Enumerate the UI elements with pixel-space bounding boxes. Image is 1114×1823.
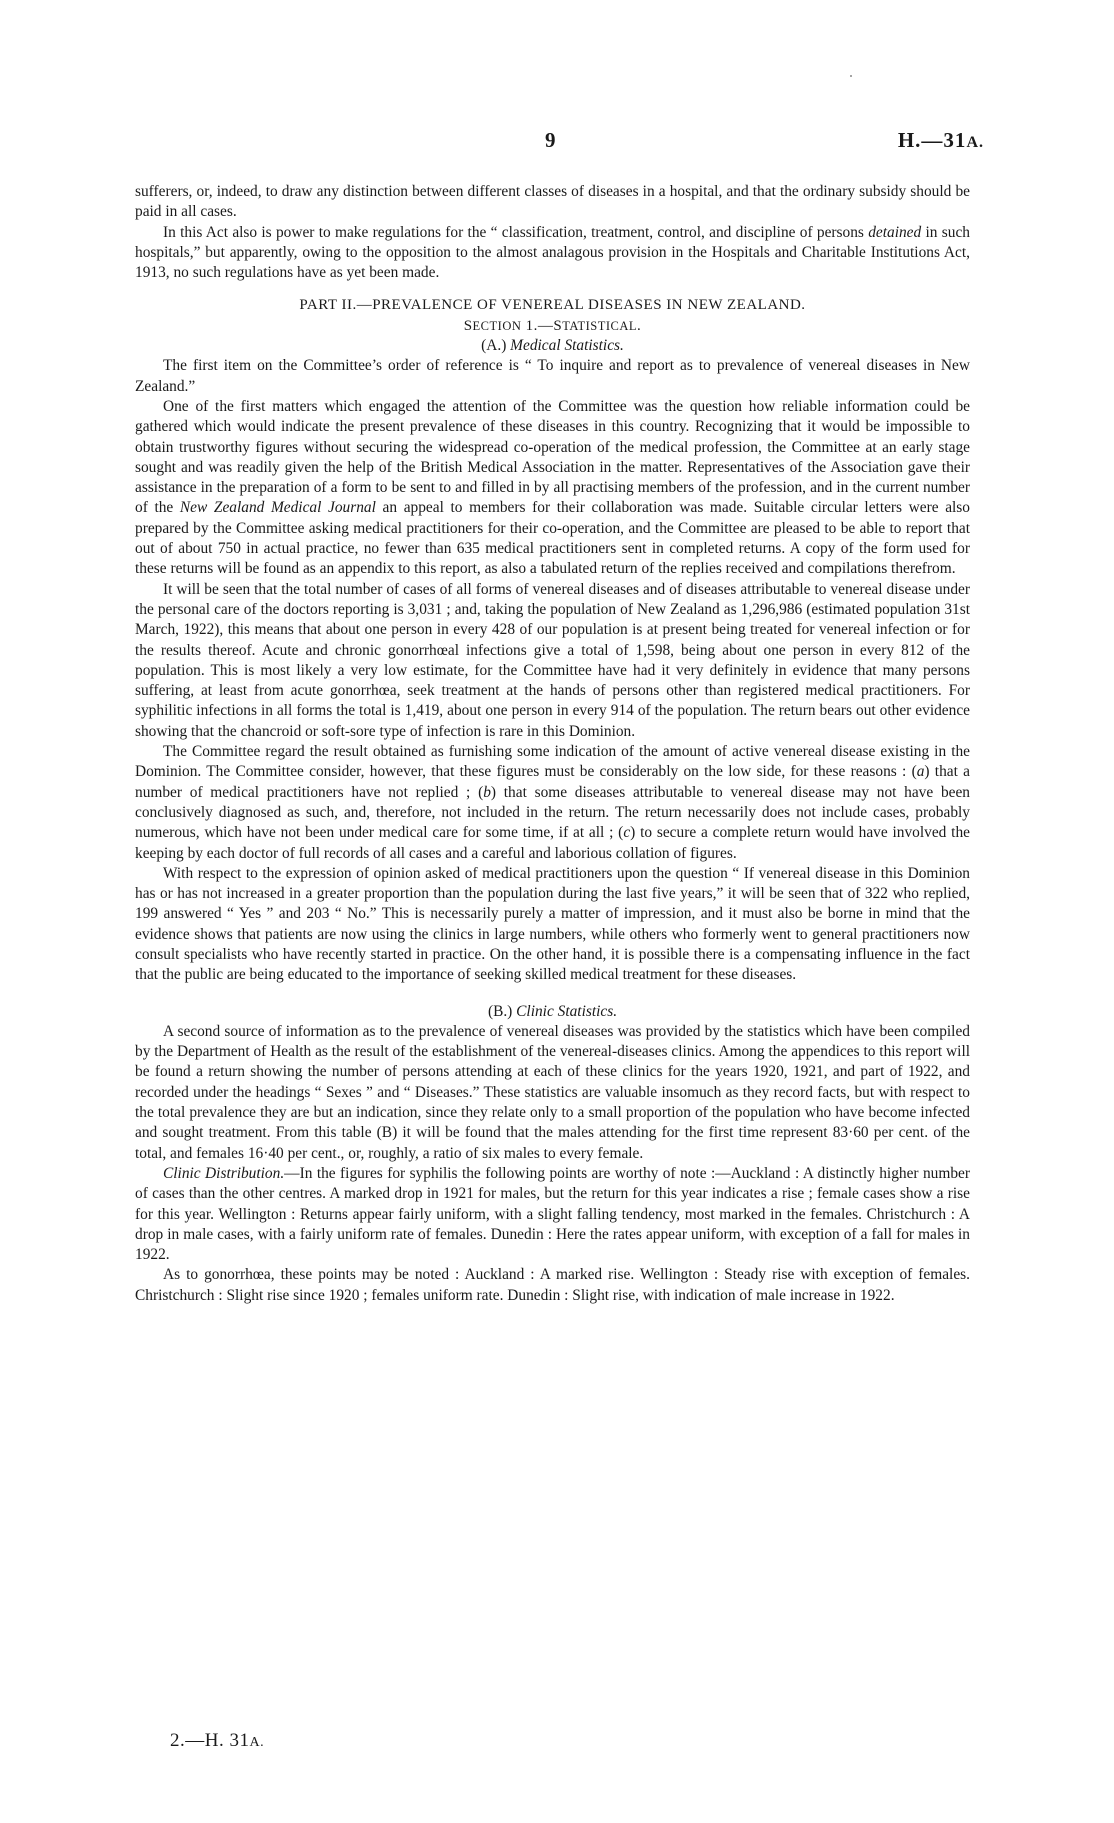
subsection-heading-a <box>135 336 970 356</box>
doc-ref-suffix: A. <box>966 134 984 151</box>
italic-text: Clinic Distribution. <box>163 1164 285 1182</box>
paragraph <box>135 397 970 580</box>
small-caps-text: ECTION <box>472 318 522 333</box>
paragraph: It will be seen that the total number of cases of all forms of venereal diseases and of diseases attributable to venereal disease under the personal care of the doctors reporting is 3,031 ; and, taking the population of New Zealand as 1,296,986 (estimated population 31st March, 1922), this means that about one person in every 428 of our population is at present being treated for venereal infection or for the results thereof. Acute and chronic gonorrhœal infections give a total of 1,598, being about one person in every 812 of the population. This is most likely a very low estimate, for the Committee have had it very definitely in evidence that many persons suffering, at least from acute gonorrhœa, seek treatment at the hands of persons other than registered medical practitioners. For syphilitic infections in all forms the total is 1,419, about one person in every 914 of the population. The return bears out other evidence showing that the chancroid or soft-sore type of infection is rare in this Dominion. <box>135 580 970 740</box>
text-run: (A.) <box>481 337 511 355</box>
text-run: S <box>463 317 473 334</box>
text-run: In this Act also is power to make regulations for the “ classification, treatment, control, and discipline of persons <box>163 223 869 241</box>
text-run: . <box>637 317 642 334</box>
scan-speck <box>850 75 852 77</box>
small-caps-text: TATISTICAL <box>562 318 638 333</box>
italic-text: a <box>916 763 925 781</box>
subsection-heading-b <box>135 1002 970 1022</box>
footer-ref-suffix: A. <box>249 1735 265 1750</box>
paragraph <box>135 223 970 284</box>
page-header <box>0 128 1114 158</box>
body-text <box>135 182 970 1306</box>
page-number: 9 <box>545 128 556 152</box>
paragraph: The first item on the Committee’s order of reference is “ To inquire and report as to prevalence of venereal diseases in New Zealand.” <box>135 357 970 395</box>
text-run: ) to secure a complete return would have involved the keeping by each doctor of full records of all cases and a careful and laborious collation of figures. <box>135 824 970 862</box>
paragraph: sufferers, or, indeed, to draw any distinction between different classes of diseases in a hospital, and that the ordinary subsidy should be paid in all cases. <box>135 183 970 221</box>
paragraph <box>135 742 970 864</box>
page-footer-reference <box>170 1730 264 1752</box>
italic-text: c <box>623 824 631 842</box>
text-run: ) that some diseases attributable to venereal disease may not have been conclusively diagnosed as such, and, therefore, not included in the return. The return necessarily does not include cases, probably numerous, which have not been under medical care for some time, if at all ; ( <box>135 783 970 842</box>
paragraph <box>135 1164 970 1265</box>
text-run: —In the figures for syphilis the following points are worthy of note :—Auckland : A distinctly higher number of cases than the other centres. A marked drop in 1921 for males, but the return for this year indicates a rise ; female cases show a rise for this year. Wellington : Returns appear fairly uniform, with a slight falling tendency, most marked in the females. Christchurch : A drop in male cases, with a fairly uniform rate of females. Dunedin : Here the rates appear uniform, with exception of a fall for males in 1922. <box>135 1164 971 1264</box>
text-run: The Committee regard the result obtained as furnishing some indication of the amount of active venereal disease existing in the Dominion. The Committee consider, however, that these figures must be considerably on the low side, for these reasons : ( <box>135 743 970 781</box>
text-run: One of the first matters which engaged the attention of the Committee was the question how reliable information could be gathered which would indicate the present prevalence of these diseases in this country. Recognizing that it would be impossible to obtain trustworthy figures without securing the widespread co-operation of the medical profession, the Committee at an early stage sought and was readily given the help of the British Medical Association in the matter. Representatives of the Association gave their assistance in the preparation of a form to be sent to and filled in by all practising members of the profession, and in the current number of the <box>135 397 970 517</box>
text-run: (B.) <box>487 1002 517 1020</box>
paragraph: As to gonorrhœa, these points may be noted : Auckland : A marked rise. Wellington : Steady rise with exception of females. Christchurch : Slight rise since 1920 ; females uniform rate. Dunedin : Slight rise, with indication of male increase in 1922. <box>135 1266 970 1304</box>
text-run: 1.—S <box>521 317 563 334</box>
text-run: an appeal to members for their collaboration was made. Suitable circular letters were also prepared by the Committee asking medical practitioners for their co-operation, and the Committee are pleased to be able to report that out of about 750 in actual practice, no fewer than 635 medical practitioners sent in completed returns. A copy of the form used for these returns will be found as an appendix to this report, as also a tabulated return of the replies received and compilations therefrom. <box>135 499 970 578</box>
text-run: in such hospitals,” but apparently, owing to the opposition to the almost analagous provision in the Hospitals and Charitable Institutions Act, 1913, no such regulations have as yet been made. <box>135 223 970 282</box>
italic-text: b <box>483 783 491 801</box>
text-run: ) that a number of medical practitioners have not replied ; ( <box>135 763 970 801</box>
italic-text: New Zealand Medical Journal <box>179 499 376 517</box>
italic-text: detained <box>868 223 922 241</box>
italic-text: Clinic Statistics. <box>516 1002 618 1020</box>
part-heading: PART II.—PREVALENCE OF VENEREAL DISEASES IN NEW ZEALAND. <box>299 297 806 314</box>
paragraph: A second source of information as to the prevalence of venereal diseases was provided by the statistics which have been compiled by the Department of Health as the result of the establishment of the venereal-diseases clinics. Among the appendices to this report will be found a return showing the number of persons attending at each of these clinics for the years 1920, 1921, and part of 1922, and recorded under the headings “ Sexes ” and “ Diseases.” These statistics are valuable insomuch as they record facts, but with respect to the total prevalence they are but an indication, since they relate only to a small proportion of the population who have become infected and sought treatment. From this table (B) it will be found that the males attending for the first time represent 83·60 per cent. of the total, and females 16·40 per cent., or, roughly, a ratio of six males to every female. <box>135 1022 970 1162</box>
footer-ref-main: 2.—H. 31 <box>170 1730 250 1751</box>
paragraph: With respect to the expression of opinion asked of medical practitioners upon the question “ If venereal disease in this Dominion has or has not increased in a greater proportion than the population during the last five years,” it will be seen that of 322 who replied, 199 answered “ Yes ” and 203 “ No.” This is necessarily purely a matter of impression, and it must also be borne in mind that the evidence shows that patients are now using the clinics in large numbers, while others who formerly went to general practitioners now consult specialists who have recently started in practice. On the other hand, it is possible there is a compensating influence in the fact that the public are being educated to the importance of seeking skilled medical treatment for these diseases. <box>135 864 970 984</box>
section-heading <box>135 316 970 336</box>
document-reference <box>898 128 984 153</box>
italic-text: Medical Statistics. <box>510 337 624 355</box>
doc-ref-main: H.—31 <box>897 128 967 152</box>
